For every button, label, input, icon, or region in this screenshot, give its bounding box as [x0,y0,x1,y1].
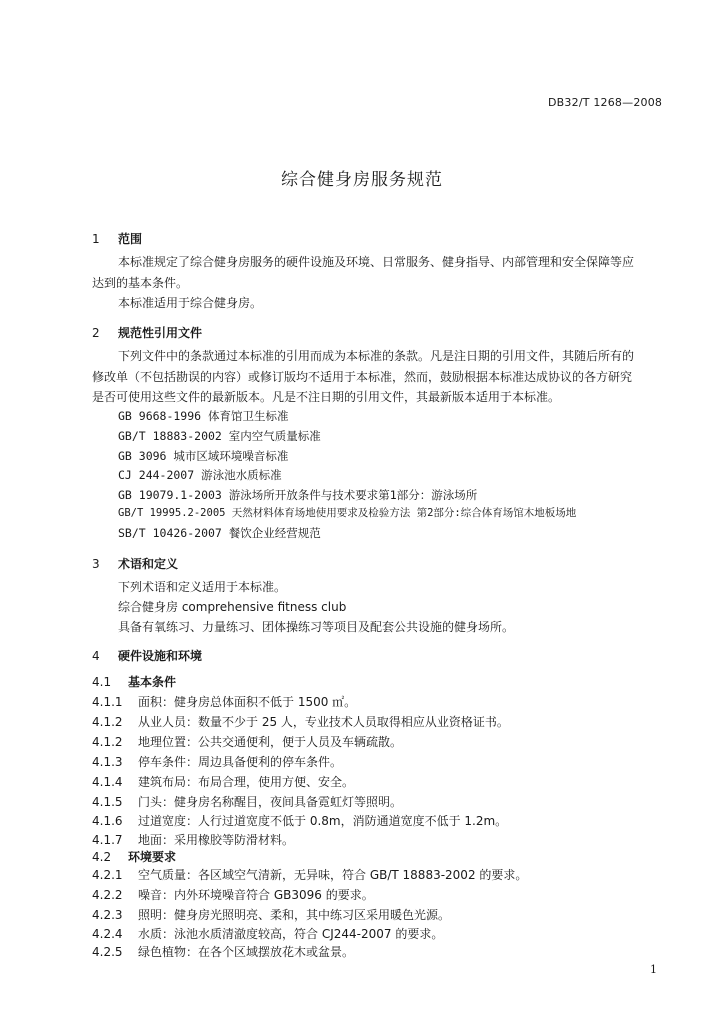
s2-paragraph-line: 下列文件中的条款通过本标准的引用而成为本标准的条款。凡是注日期的引用文件，其随后所有的 [118,349,635,363]
section-1-number: 1 [92,232,100,246]
clause-text: 面积：健身房总体面积不低于 1500 ㎡。 [138,695,357,709]
clause-text: 空气质量：各区域空气清新，无异味，符合 GB/T 18883-2002 的要求。 [138,868,528,882]
clause-number: 4.1.2 [92,715,123,729]
clause-item [92,925,443,942]
clause-item [92,831,294,848]
clause-number: 4.1.1 [92,695,123,709]
clause-item [92,733,402,750]
clause-text: 门头：健身房名称醒目，夜间具备霓虹灯等照明。 [138,795,403,809]
section-4-2-number: 4.2 [92,850,112,864]
document-title: 综合健身房服务规范 [281,170,443,190]
clause-item [92,943,354,960]
page-number: 1 [650,963,657,976]
standard-code: DB32/T 1268—2008 [548,96,663,109]
section-4-1-number: 4.1 [92,675,112,689]
section-4-heading [92,647,202,664]
clause-text: 过道宽度：人行过道宽度不低于 0.8m，消防通道宽度不低于 1.2m。 [138,814,508,828]
clause-item [92,866,527,883]
clause-item [92,812,507,829]
clause-item [92,693,356,710]
section-1-heading [92,230,142,247]
clause-item [92,773,354,790]
section-2-heading [92,324,202,341]
clause-item [92,886,374,903]
section-3-heading [92,555,178,572]
clause-number: 4.2.3 [92,908,123,922]
clause-item [92,713,509,730]
clause-number: 4.1.5 [92,795,123,809]
normative-reference: GB 9668-1996 体育馆卫生标准 [118,409,289,423]
clause-number: 4.1.6 [92,814,123,828]
section-2-title: 规范性引用文件 [118,326,203,340]
clause-number: 4.2.1 [92,868,123,882]
section-4-number: 4 [92,649,100,663]
clause-item [92,906,450,923]
normative-reference: GB 19079.1-2003 游泳场所开放条件与技术要求第1部分：游泳场所 [118,488,478,502]
normative-reference: CJ 244-2007 游泳池水质标准 [118,468,282,482]
s1-paragraph-line: 本标准规定了综合健身房服务的硬件设施及环境、日常服务、健身指导、内部管理和安全保障等应 [118,255,635,269]
clause-item [92,793,402,810]
normative-reference: SB/T 10426-2007 餐饮企业经营规范 [118,526,321,540]
section-4-title: 硬件设施和环境 [118,649,203,663]
section-4-1-title: 基本条件 [128,675,177,689]
term-definition: 具备有氧练习、力量练习、团体操练习等项目及配套公共设施的健身场所。 [118,620,515,634]
term-entry: 综合健身房 comprehensive fitness club [118,600,347,614]
section-4-2-title: 环境要求 [128,850,177,864]
s3-paragraph: 下列术语和定义适用于本标准。 [118,580,287,594]
clause-text: 停车条件：周边具备便利的停车条件。 [138,755,343,769]
clause-number: 4.2.2 [92,888,123,902]
clause-text: 地理位置：公共交通便利，便于人员及车辆疏散。 [138,735,403,749]
normative-reference: GB/T 19995.2-2005 天然材料体育场地使用要求及检验方法 第2部分:综合体育场馆木地板场地 [118,507,577,519]
section-1-title: 范围 [118,232,143,246]
clause-number: 4.1.3 [92,755,123,769]
clause-text: 噪音：内外环境噪音符合 GB3096 的要求。 [138,888,374,902]
clause-text: 绿色植物：在各个区域摆放花木或盆景。 [138,945,355,959]
section-4-2-heading [92,848,176,865]
clause-item [92,753,342,770]
section-3-number: 3 [92,557,100,571]
clause-number: 4.1.4 [92,775,123,789]
s2-paragraph-line: 是否可使用这些文件的最新版本。凡是不注日期的引用文件，其最新版本适用于本标准。 [92,390,561,404]
s1-paragraph: 本标准适用于综合健身房。 [118,296,263,310]
section-3-title: 术语和定义 [118,557,179,571]
clause-text: 水质：泳池水质清澈度较高，符合 CJ244-2007 的要求。 [138,927,444,941]
clause-number: 4.1.7 [92,833,123,847]
normative-reference: GB 3096 城市区域环境噪音标准 [118,449,289,463]
clause-number: 4.1.2 [92,735,123,749]
section-4-1-heading [92,673,176,690]
clause-number: 4.2.5 [92,945,123,959]
clause-number: 4.2.4 [92,927,123,941]
clause-text: 地面：采用橡胶等防滑材料。 [138,833,295,847]
clause-text: 从业人员：数量不少于 25 人，专业技术人员取得相应从业资格证书。 [138,715,509,729]
s2-paragraph-line: 修改单（不包括勘误的内容）或修订版均不适用于本标准，然而，鼓励根据本标准达成协议的各方研究 [92,370,633,384]
clause-text: 建筑布局：布局合理，使用方便、安全。 [138,775,355,789]
clause-text: 照明：健身房光照明亮、柔和，其中练习区采用暖色光源。 [138,908,451,922]
s1-paragraph-line: 达到的基本条件。 [92,276,189,290]
normative-reference: GB/T 18883-2002 室内空气质量标准 [118,429,321,443]
section-2-number: 2 [92,326,100,340]
